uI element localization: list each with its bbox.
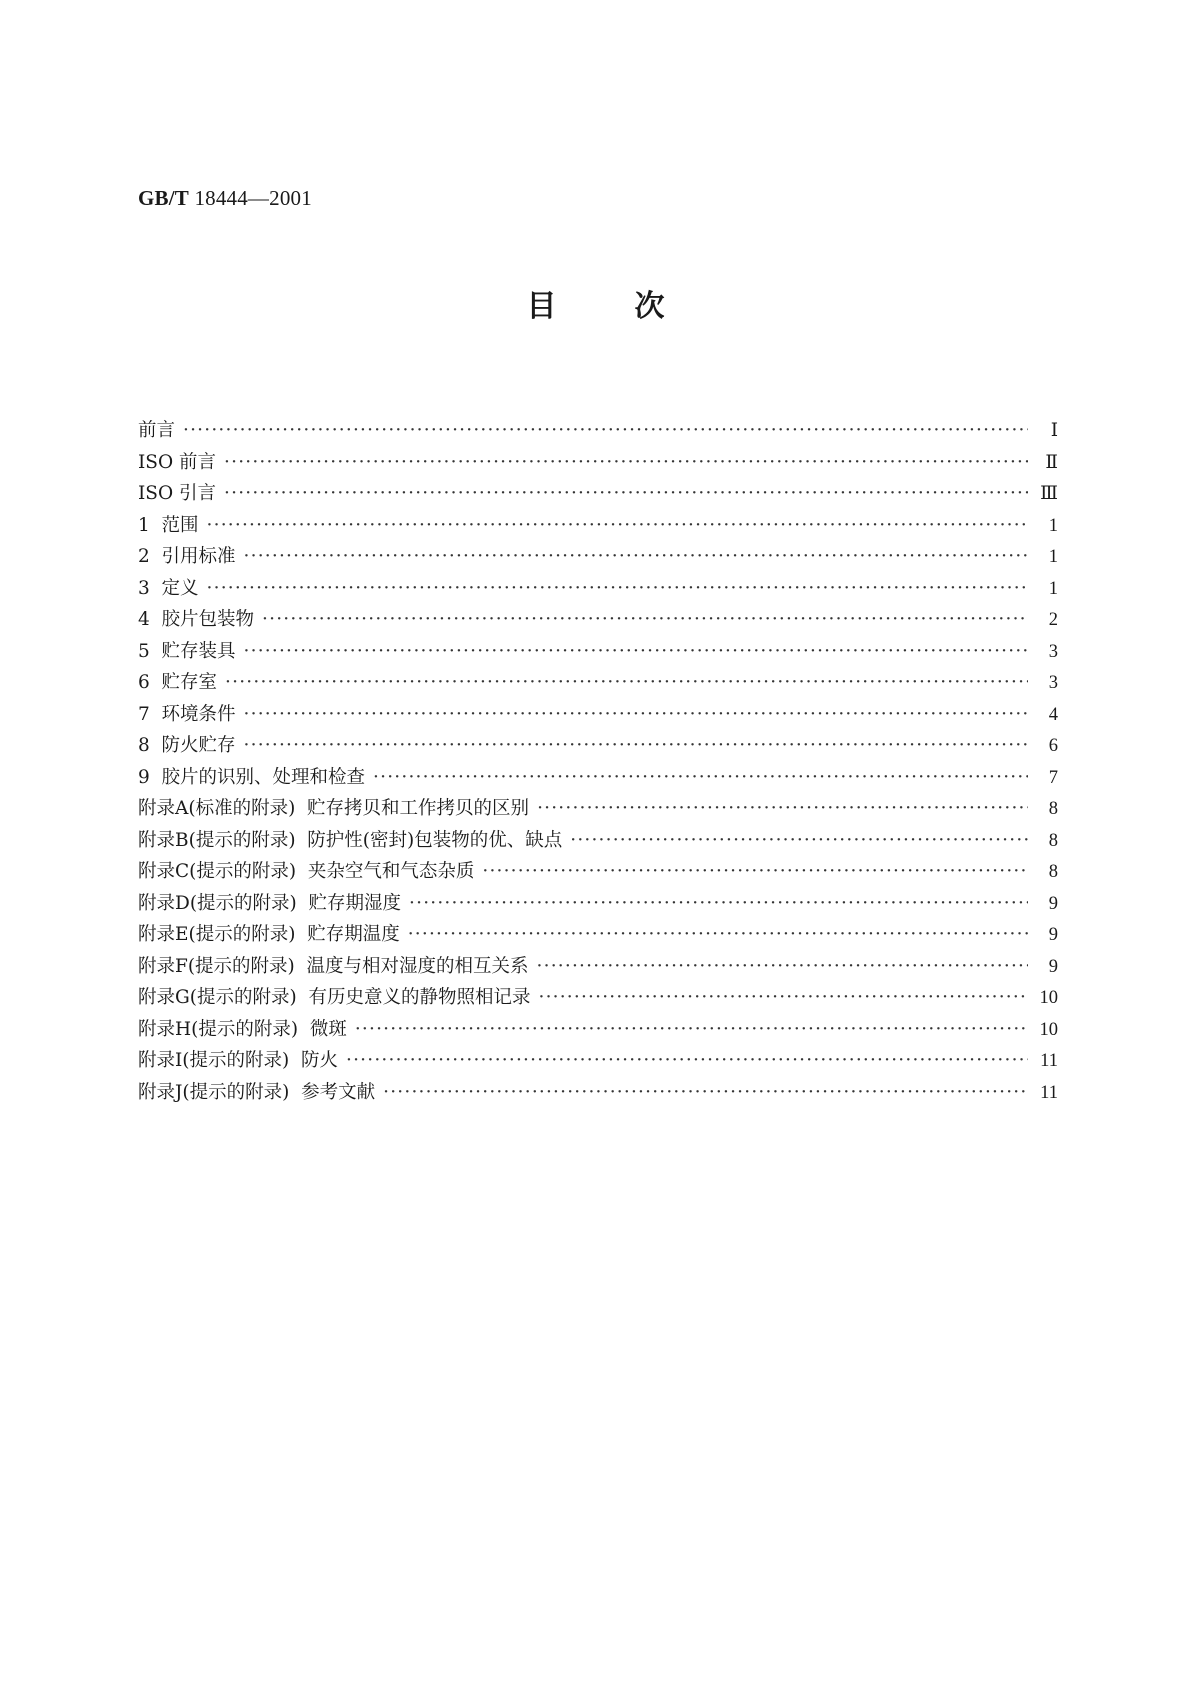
toc-entry-label: 8 防火贮存: [138, 735, 236, 756]
toc-entry-label: 附录B(提示的附录) 防护性(密封)包装物的优、缺点: [138, 829, 563, 851]
toc-entry-page: 1: [1048, 547, 1058, 567]
toc-entry-appendix-h[interactable]: [138, 1014, 1058, 1046]
toc-dot-leader: [355, 1014, 1028, 1046]
toc-entry-label: 附录E(提示的附录) 贮存期温度: [138, 924, 400, 945]
toc-entry-label: 附录I(提示的附录) 防火: [138, 1050, 339, 1071]
toc-entry-page: 3: [1048, 641, 1058, 662]
toc-dot-leader: [408, 919, 1028, 951]
toc-entry-label: 3 定义: [138, 577, 199, 599]
toc-entry-page: Ⅰ: [1050, 421, 1058, 441]
toc-entry-page: 2: [1048, 610, 1058, 630]
toc-entry-page: 9: [1048, 925, 1058, 945]
toc-entry-label: 5 贮存装具: [138, 640, 236, 662]
toc-entry-appendix-b[interactable]: [138, 825, 1058, 857]
toc-dot-leader: [537, 793, 1028, 825]
toc-dot-leader: [224, 447, 1028, 479]
toc-dot-leader: [538, 982, 1028, 1014]
toc-entry-page: 10: [1039, 1019, 1058, 1040]
standard-code: [138, 186, 312, 211]
toc-title: 目次: [526, 289, 743, 324]
toc-entry-label: 6 贮存室: [138, 672, 218, 693]
toc-entry-label: 附录H(提示的附录) 微斑: [138, 1018, 347, 1040]
toc-entry-page: 1: [1048, 515, 1058, 536]
toc-dot-leader: [537, 951, 1028, 983]
toc-entry-page: 9: [1048, 893, 1058, 914]
toc-entry-label: 2 引用标准: [138, 546, 236, 567]
toc-dot-leader: [225, 667, 1028, 699]
toc-entry-page: 11: [1040, 1082, 1058, 1103]
toc-entry-label: 附录D(提示的附录) 贮存期湿度: [138, 892, 402, 914]
toc-entry-section-5[interactable]: [138, 636, 1058, 668]
toc-entry-label: ISO 前言: [138, 451, 217, 473]
toc-entry-iso-introduction[interactable]: [138, 478, 1058, 510]
toc-dot-leader: [262, 604, 1028, 636]
toc-entry-appendix-e[interactable]: [138, 919, 1058, 951]
toc-entry-label: 附录J(提示的附录) 参考文献: [138, 1081, 376, 1103]
toc-entry-label: 前言: [138, 420, 176, 441]
toc-entry-label: 7 环境条件: [138, 703, 236, 725]
toc-dot-leader: [207, 573, 1028, 605]
toc-entry-page: 7: [1048, 767, 1058, 788]
toc-dot-leader: [244, 541, 1028, 573]
toc-entry-label: 1 范围: [138, 514, 199, 536]
toc-entry-section-6[interactable]: [138, 667, 1058, 699]
toc-entry-appendix-a[interactable]: [138, 793, 1058, 825]
toc-entry-section-1[interactable]: [138, 510, 1058, 542]
toc-entry-page: 6: [1048, 736, 1058, 756]
toc-entry-section-2[interactable]: [138, 541, 1058, 573]
toc-entry-page: 8: [1048, 830, 1058, 851]
toc-entry-label: 附录F(提示的附录) 温度与相对湿度的相互关系: [138, 955, 529, 977]
toc-entry-page: 9: [1048, 956, 1058, 977]
toc-entry-page: 8: [1048, 799, 1058, 819]
toc-dot-leader: [373, 762, 1028, 794]
toc-entry-page: 4: [1048, 704, 1058, 725]
toc-entry-section-3[interactable]: [138, 573, 1058, 605]
toc-dot-leader: [346, 1045, 1028, 1077]
toc-entry-appendix-g[interactable]: [138, 982, 1058, 1014]
toc-entry-page: Ⅱ: [1045, 452, 1058, 473]
toc-entry-label: 4 胶片包装物: [138, 609, 255, 630]
toc-dot-leader: [409, 888, 1028, 920]
toc-entry-section-9[interactable]: [138, 762, 1058, 794]
toc-entry-label: ISO 引言: [138, 483, 217, 504]
toc-entry-appendix-c[interactable]: [138, 856, 1058, 888]
toc-entry-section-4[interactable]: [138, 604, 1058, 636]
toc-dot-leader: [244, 699, 1028, 731]
toc-entry-appendix-j[interactable]: [138, 1077, 1058, 1109]
toc-dot-leader: [207, 510, 1028, 542]
standard-code-prefix: GB/T: [138, 186, 189, 210]
toc-entry-page: Ⅲ: [1040, 484, 1058, 504]
toc-entry-appendix-i[interactable]: [138, 1045, 1058, 1077]
toc-entry-label: 附录C(提示的附录) 夹杂空气和气态杂质: [138, 861, 475, 882]
toc-entry-label: 附录A(标准的附录) 贮存拷贝和工作拷贝的区别: [138, 798, 530, 819]
toc-dot-leader: [224, 478, 1028, 510]
toc-entry-page: 1: [1048, 578, 1058, 599]
toc-dot-leader: [383, 1077, 1028, 1109]
toc-dot-leader: [183, 415, 1028, 447]
toc-entry-section-7[interactable]: [138, 699, 1058, 731]
toc-entry-page: 10: [1039, 988, 1058, 1008]
toc-entry-iso-preface[interactable]: [138, 447, 1058, 479]
standard-code-number: 18444—2001: [194, 186, 312, 210]
toc-entry-page: 3: [1048, 673, 1058, 693]
toc-entry-label: 9 胶片的识别、处理和检查: [138, 766, 366, 788]
toc-dot-leader: [244, 730, 1028, 762]
toc-dot-leader: [570, 825, 1028, 857]
toc-entry-section-8[interactable]: [138, 730, 1058, 762]
toc-entry-page: 11: [1040, 1051, 1058, 1071]
toc-entry-label: 附录G(提示的附录) 有历史意义的静物照相记录: [138, 987, 531, 1008]
toc-dot-leader: [244, 636, 1028, 668]
toc-entry-preface[interactable]: [138, 415, 1058, 447]
toc-entry-appendix-d[interactable]: [138, 888, 1058, 920]
toc-entry-appendix-f[interactable]: [138, 951, 1058, 983]
toc-dot-leader: [482, 856, 1028, 888]
toc-entry-page: 8: [1048, 862, 1058, 882]
toc-list: [138, 415, 1058, 1108]
